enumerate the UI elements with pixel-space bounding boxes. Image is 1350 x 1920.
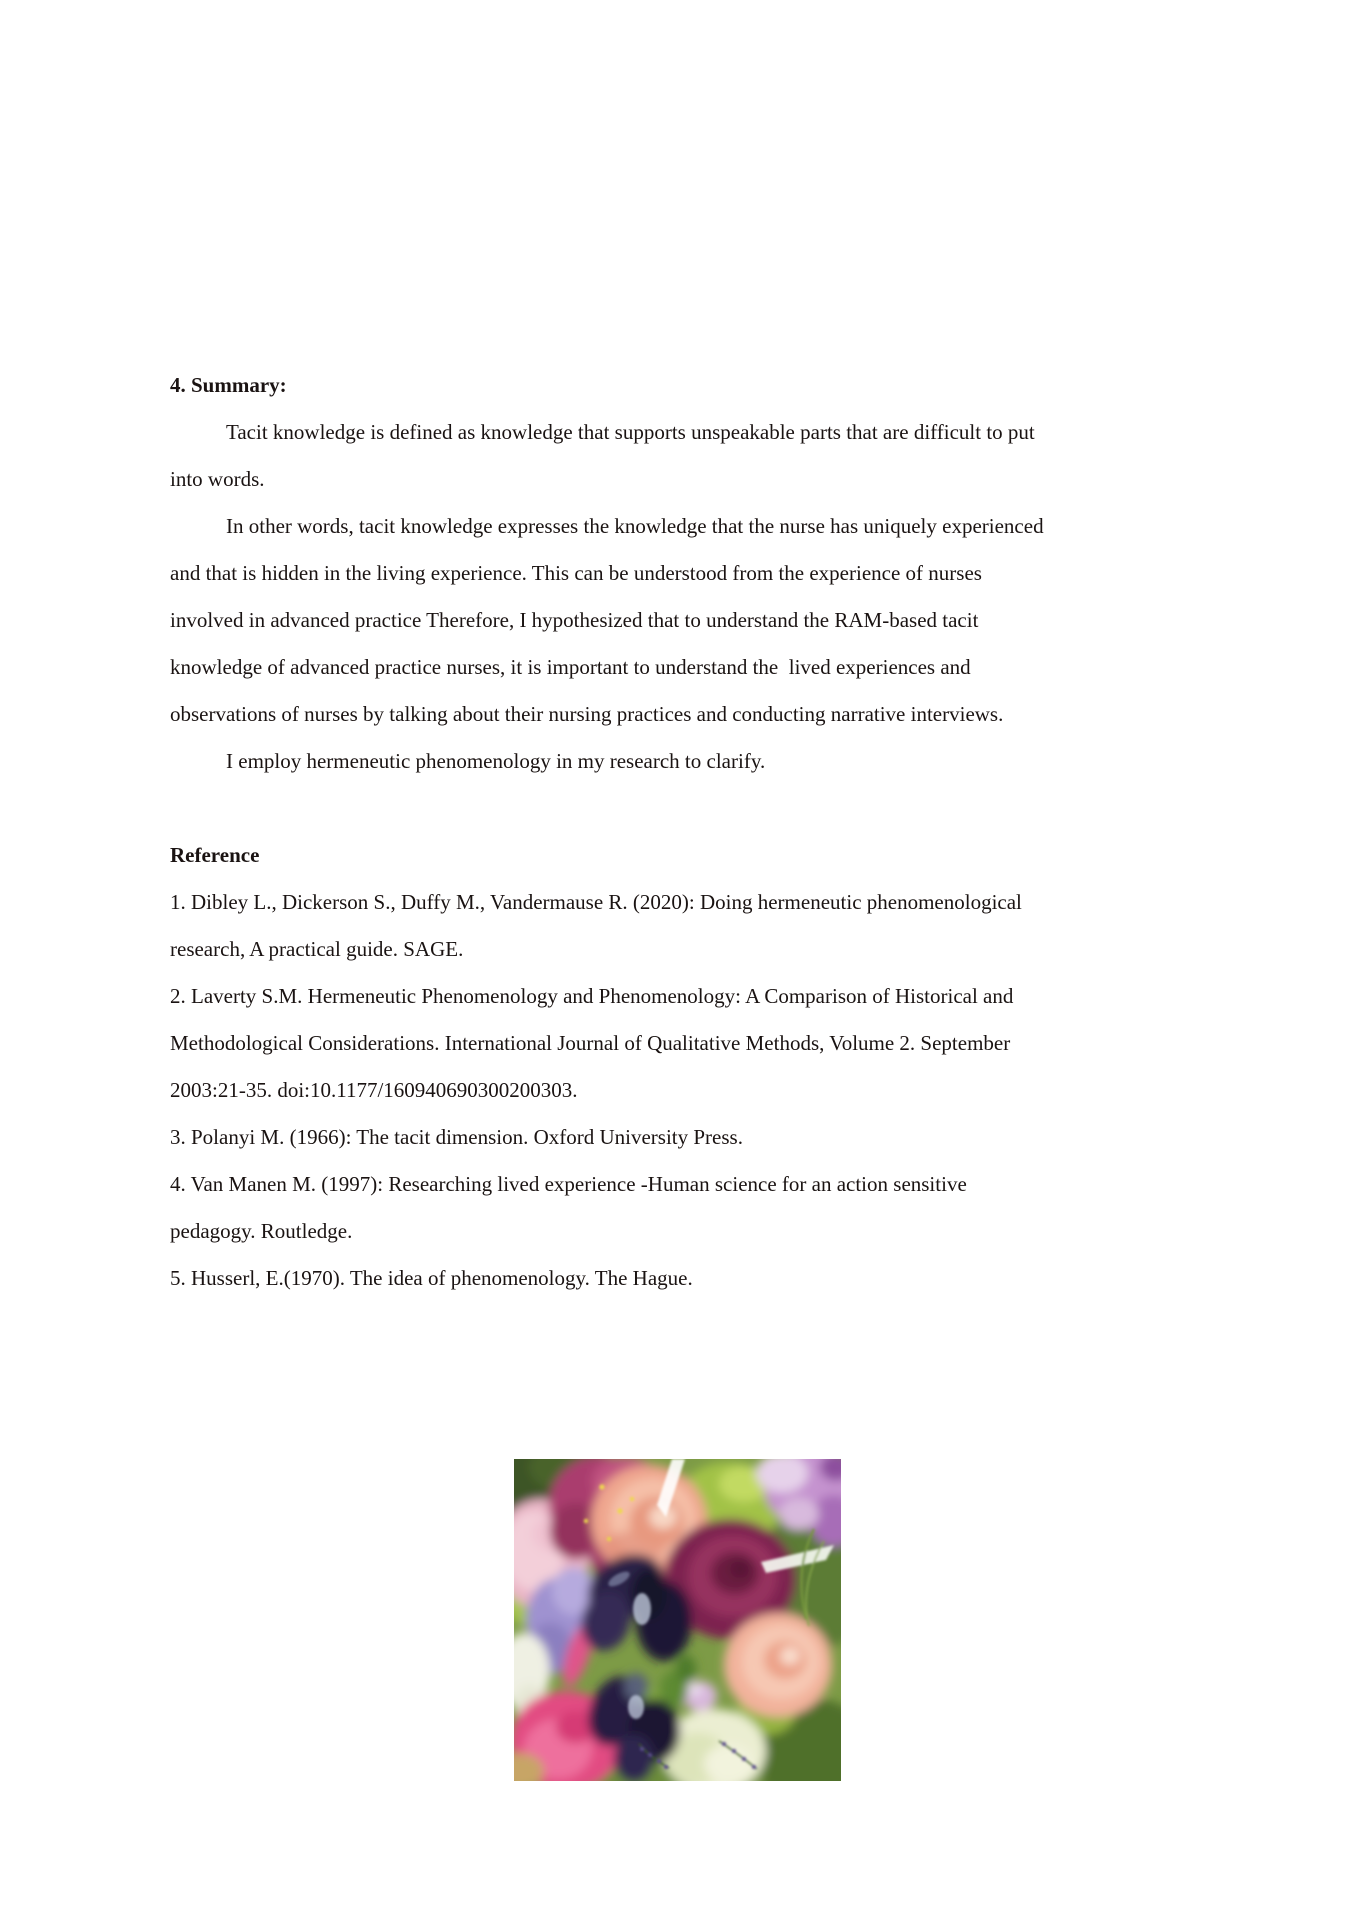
summary-paragraph-line: and that is hidden in the living experience. This can be understood from the experience of nurses xyxy=(170,561,982,585)
reference-line: Methodological Considerations. International Journal of Qualitative Methods, Volume 2. September xyxy=(170,1031,1011,1055)
bouquet-photo-illustration xyxy=(514,1459,841,1781)
summary-paragraph-line: Tacit knowledge is defined as knowledge that supports unspeakable parts that are difficult to put xyxy=(226,420,1035,444)
reference-heading: Reference xyxy=(170,843,260,867)
reference-line: 4. Van Manen M. (1997): Researching lived experience -Human science for an action sensitive xyxy=(170,1172,967,1196)
summary-paragraph-line: I employ hermeneutic phenomenology in my research to clarify. xyxy=(226,749,766,773)
bouquet-photo xyxy=(514,1459,841,1781)
summary-paragraph-line: In other words, tacit knowledge expresses the knowledge that the nurse has uniquely experienced xyxy=(226,514,1044,538)
reference-line: 2. Laverty S.M. Hermeneutic Phenomenology and Phenomenology: A Comparison of Historical and xyxy=(170,984,1014,1008)
reference-line: 2003:21-35. doi:10.1177/160940690300200303. xyxy=(170,1078,578,1102)
reference-line: 5. Husserl, E.(1970). The idea of phenomenology. The Hague. xyxy=(170,1266,693,1290)
summary-paragraph-line: observations of nurses by talking about their nursing practices and conducting narrative interviews. xyxy=(170,702,1004,726)
summary-paragraph-line: knowledge of advanced practice nurses, it is important to understand the lived experiences and xyxy=(170,655,971,679)
reference-line: 3. Polanyi M. (1966): The tacit dimension. Oxford University Press. xyxy=(170,1125,743,1149)
reference-line: pedagogy. Routledge. xyxy=(170,1219,353,1243)
summary-paragraph-line: into words. xyxy=(170,467,265,491)
document-body xyxy=(170,362,1185,1302)
blank-line xyxy=(170,785,1185,832)
summary-paragraph-line: involved in advanced practice Therefore, I hypothesized that to understand the RAM-based tacit xyxy=(170,608,979,632)
summary-heading: 4. Summary: xyxy=(170,373,287,397)
reference-line: 1. Dibley L., Dickerson S., Duffy M., Vandermause R. (2020): Doing hermeneutic phenomenological xyxy=(170,890,1022,914)
reference-line: research, A practical guide. SAGE. xyxy=(170,937,464,961)
